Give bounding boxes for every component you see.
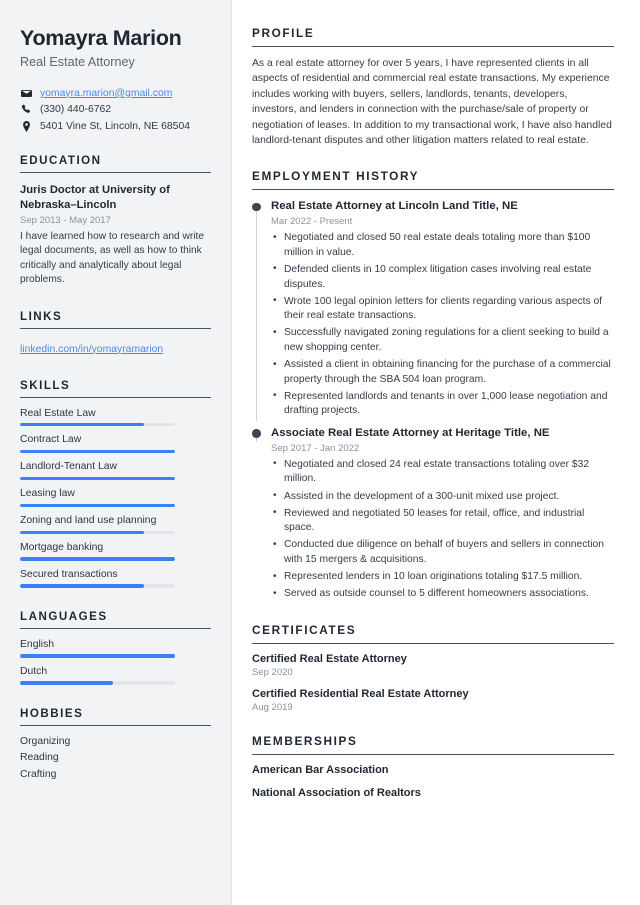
skill-label: Mortgage banking [20, 541, 104, 553]
education-description: I have learned how to research and write legal documents, as well as how to think critically and analytically about legal problems. [20, 230, 205, 286]
certificate-date: Aug 2019 [252, 701, 293, 713]
employment-bullets [271, 458, 614, 602]
language-bar-fill [20, 654, 175, 657]
skills-heading: SKILLS [20, 379, 211, 398]
contact-phone-row [20, 104, 211, 115]
skills-list [20, 408, 211, 588]
skill-item [20, 488, 211, 507]
education-section [20, 154, 211, 288]
language-bar-fill [20, 681, 113, 684]
skill-bar-fill [20, 584, 144, 587]
education-degree: Juris Doctor at University of Nebraska–Lincoln [20, 183, 170, 211]
profile-section [252, 26, 614, 148]
certificates-section [252, 623, 614, 713]
skill-bar-fill [20, 504, 175, 507]
links-heading: LINKS [20, 310, 211, 329]
contact-email-link[interactable]: yomayra.marion@gmail.com [40, 87, 173, 99]
contact-email-row[interactable] [20, 88, 211, 99]
language-bar-track [20, 654, 175, 657]
languages-list [20, 639, 211, 685]
language-label: Dutch [20, 665, 48, 677]
skill-item [20, 569, 211, 588]
education-heading: EDUCATION [20, 154, 211, 173]
memberships-section [252, 734, 614, 799]
skill-bar-fill [20, 477, 175, 480]
skill-label: Real Estate Law [20, 407, 96, 419]
employment-bullet: • Represented landlords and tenants in over 1,000 lease negotiation and drafting projects. [271, 390, 614, 419]
education-entry [20, 183, 211, 288]
profile-heading: PROFILE [252, 26, 614, 47]
membership-item: American Bar Association [252, 763, 389, 776]
employment-section [252, 169, 614, 601]
certificate-date: Sep 2020 [252, 666, 293, 678]
hobbies-heading: HOBBIES [20, 707, 211, 726]
employment-bullet: • Served as outside counsel to 5 different homeowners associations. [271, 587, 614, 602]
certificate-item [252, 653, 614, 678]
hobbies-section [20, 707, 211, 780]
skill-label: Zoning and land use planning [20, 515, 157, 527]
skill-item [20, 434, 211, 453]
contact-address-text: 5401 Vine St, Lincoln, NE 68504 [40, 120, 191, 132]
skill-bar-fill [20, 531, 144, 534]
timeline-dot-icon [252, 203, 261, 212]
links-section [20, 310, 211, 357]
contact-address-row [20, 121, 211, 132]
employment-heading: EMPLOYMENT HISTORY [252, 169, 614, 190]
candidate-name: Yomayra Marion [20, 26, 182, 50]
skill-label: Contract Law [20, 434, 82, 446]
employment-bullet: • Conducted due diligence on behalf of buyers and sellers in connection with 15 mergers & acquisitions. [271, 538, 614, 567]
education-date: Sep 2013 - May 2017 [20, 214, 111, 226]
link-item-linkedin[interactable]: linkedin.com/in/yomayramarion [20, 343, 164, 355]
membership-item: National Association of Realtors [252, 786, 421, 799]
employment-bullet: • Wrote 100 legal opinion letters for clients regarding various aspects of their real estate transactions. [271, 295, 614, 324]
skill-bar-fill [20, 423, 144, 426]
candidate-job-title: Real Estate Attorney [20, 54, 135, 69]
phone-icon [20, 104, 32, 115]
languages-section [20, 610, 211, 685]
employment-bullets [271, 231, 614, 419]
language-item [20, 639, 211, 658]
hobby-item: Reading [20, 752, 59, 764]
hobbies-list [20, 736, 211, 780]
skill-label: Leasing law [20, 488, 75, 500]
employment-bullet: • Assisted in the development of a 300-unit mixed use project. [271, 490, 614, 505]
employment-bullet: • Negotiated and closed 50 real estate deals totaling more than $100 million in value. [271, 231, 614, 260]
employment-bullet: • Reviewed and negotiated 50 leases for retail, office, and industrial space. [271, 507, 614, 536]
sidebar [0, 0, 232, 905]
skills-section [20, 379, 211, 588]
skill-bar-track [20, 477, 175, 480]
employment-bullet: • Successfully navigated zoning regulations for a client seeking to build a new shopping center. [271, 326, 614, 355]
hobby-item: Crafting [20, 768, 57, 780]
employment-entry [252, 426, 614, 602]
map-pin-icon [20, 121, 32, 132]
skill-bar-track [20, 423, 175, 426]
profile-text: As a real estate attorney for over 5 years, I have represented clients in all aspects of residential and commercial real estate transactions. My experience includes working with buyers, sellers, landlords, tenants, developers, investors, and lenders in connection with the purchase/sale of property or negotiation of leases. In addition to my transactional work, I have also handled landlord-tenant disputes and other litigation matters related to real estate. [252, 58, 612, 146]
skill-bar-track [20, 531, 175, 534]
skill-bar-track [20, 504, 175, 507]
skill-label: Secured transactions [20, 568, 118, 580]
main-content [232, 0, 640, 905]
skill-label: Landlord-Tenant Law [20, 461, 118, 473]
timeline-dot-icon [252, 429, 261, 438]
language-label: English [20, 638, 55, 650]
certificate-item [252, 688, 614, 713]
contact-list [20, 88, 211, 132]
certificates-heading: CERTIFICATES [252, 623, 614, 644]
employment-list [252, 199, 614, 601]
memberships-list [252, 764, 614, 799]
employment-entry [252, 199, 614, 419]
skill-item [20, 542, 211, 561]
certificate-name: Certified Residential Real Estate Attorney [252, 687, 469, 700]
links-list [20, 339, 211, 357]
skill-bar-fill [20, 450, 175, 453]
envelope-icon [20, 88, 32, 99]
languages-heading: LANGUAGES [20, 610, 211, 629]
employment-date: Mar 2022 - Present [271, 216, 353, 228]
certificate-name: Certified Real Estate Attorney [252, 652, 407, 665]
employment-date: Sep 2017 - Jan 2022 [271, 442, 360, 454]
skill-bar-track [20, 584, 175, 587]
employment-bullet: • Defended clients in 10 complex litigation cases involving real estate disputes. [271, 263, 614, 292]
language-item [20, 666, 211, 685]
memberships-heading: MEMBERSHIPS [252, 734, 614, 755]
employment-bullet: • Negotiated and closed 24 real estate transactions totaling over $32 million. [271, 458, 614, 487]
employment-role: Associate Real Estate Attorney at Heritage Title, NE [271, 426, 550, 439]
skill-bar-track [20, 557, 175, 560]
employment-bullet: • Represented lenders in 10 loan originations totaling $17.5 million. [271, 570, 614, 585]
contact-phone-text: (330) 440-6762 [40, 104, 112, 116]
skill-bar-track [20, 450, 175, 453]
language-bar-track [20, 681, 175, 684]
skill-item [20, 515, 211, 534]
certificates-list [252, 653, 614, 713]
hobby-item: Organizing [20, 735, 71, 747]
employment-bullet: • Assisted a client in obtaining financing for the purchase of a commercial property through the SBA 504 loan program. [271, 358, 614, 387]
employment-role: Real Estate Attorney at Lincoln Land Title, NE [271, 200, 518, 213]
skill-item [20, 408, 211, 427]
skill-bar-fill [20, 557, 175, 560]
skill-item [20, 461, 211, 480]
